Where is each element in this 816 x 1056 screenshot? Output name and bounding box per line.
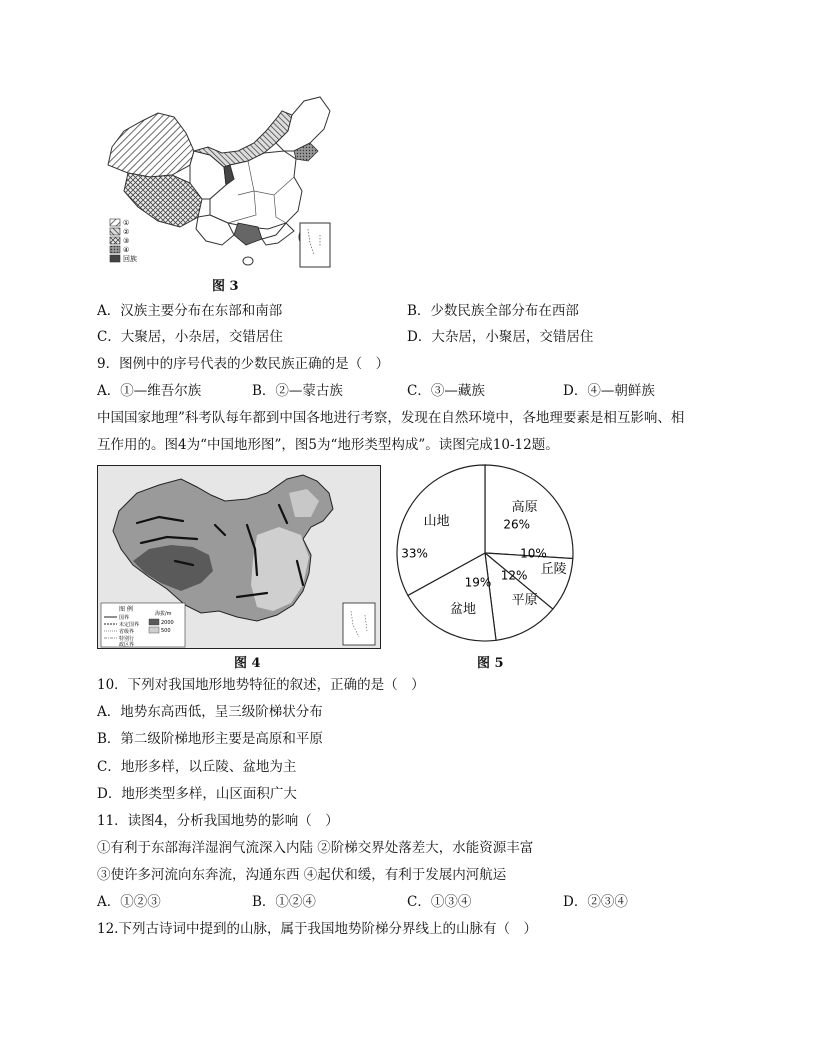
q11-statement-2: ③使许多河流向东奔流，沟通东西 ④起伏和缓，有利于发展内河航运: [97, 867, 507, 883]
q9-option-d: D．④—朝鲜族: [563, 383, 655, 399]
pie-value-label: 10%: [520, 546, 547, 561]
legend-item-3: 省级界: [119, 629, 135, 635]
figure-5-pie-chart: [390, 463, 580, 643]
intro-line-1: 中国国家地理”科考队每年都到中国各地进行考察，发现在自然环境中，各地理要素是相互影响、相: [97, 410, 685, 426]
legend-hui: 回族: [123, 255, 137, 263]
pie-category-label: 平原: [511, 593, 538, 609]
legend-title: 图 例: [119, 606, 133, 613]
legend-item-1: 国界: [119, 615, 130, 621]
legend-1: ①: [123, 219, 130, 227]
legend-item-5: 政区界: [119, 642, 135, 648]
q9-option-a: A．①—维吾尔族: [97, 383, 202, 399]
figure-3-map: [98, 95, 338, 273]
figure-4: [97, 465, 381, 649]
pie-value-label: 26%: [503, 517, 531, 532]
pie-category-label: 高原: [511, 499, 538, 515]
q10-option-b: B．第二级阶梯地形主要是高原和平原: [97, 731, 323, 747]
q11-option-c: C．①③④: [407, 894, 472, 910]
q9-option-c: C．③—藏族: [407, 383, 485, 399]
elevation-label: 海拔/m: [155, 611, 172, 617]
q8-option-b: B．少数民族全部分布在西部: [407, 303, 579, 319]
legend-3: ③: [123, 237, 130, 245]
figure-5-caption: 图 5: [477, 656, 504, 671]
figure-3-legend: [110, 219, 137, 263]
q10-stem: 10．下列对我国地形地势特征的叙述，正确的是（ ）: [97, 677, 425, 693]
q8-option-a: A．汉族主要分布在东部和南部: [97, 303, 283, 319]
q9-option-b: B．②—蒙古族: [252, 383, 343, 399]
region-1-xinjiang: [108, 113, 194, 177]
figure-4-map: [97, 465, 381, 649]
pie-value-label: 12%: [500, 568, 528, 583]
elevation-500: 500: [161, 628, 171, 634]
figure-5: [390, 463, 580, 643]
pie-value-label: 33%: [401, 546, 428, 561]
figure-3: [98, 95, 338, 273]
figure-3-caption: 图 3: [212, 279, 239, 294]
q10-option-c: C．地形多样，以丘陵、盆地为主: [97, 759, 297, 775]
pie-category-label: 盆地: [449, 601, 477, 617]
pie-category-label: 丘陵: [540, 562, 567, 578]
legend-4: ④: [123, 246, 130, 254]
legend-item-4: 特别行: [119, 636, 135, 642]
q11-option-b: B．①②④: [252, 894, 316, 910]
q8-option-d: D．大杂居，小聚居，交错居住: [407, 329, 594, 345]
legend-2: ②: [123, 228, 130, 236]
q10-option-a: A．地势东高西低，呈三级阶梯状分布: [97, 704, 323, 720]
figure-4-caption: 图 4: [234, 656, 261, 671]
south-china-sea-inset: [300, 223, 330, 267]
q9-stem: 9．图例中的序号代表的少数民族正确的是（ ）: [97, 356, 390, 372]
q11-option-d: D．②③④: [563, 894, 628, 910]
figure-4-legend: [101, 603, 185, 648]
q8-option-c: C．大聚居，小杂居，交错居住: [97, 329, 283, 345]
q11-statement-1: ①有利于东部海洋湿润气流深入内陆 ②阶梯交界处落差大，水能资源丰富: [97, 840, 534, 856]
q11-stem: 11．读图4，分析我国地势的影响（ ）: [97, 813, 339, 829]
pie-category-label: 山地: [423, 513, 450, 529]
legend-item-2: 未定国界: [119, 622, 140, 628]
pie-value-label: 19%: [464, 575, 492, 590]
q10-option-d: D．地形类型多样，山区面积广大: [97, 786, 297, 802]
region-hainan: [243, 257, 253, 265]
q12-stem: 12.下列古诗词中提到的山脉，属于我国地势阶梯分界线上的山脉有（ ）: [97, 921, 537, 937]
q11-option-a: A．①②③: [97, 894, 161, 910]
intro-line-2: 互作用的。图4为“中国地形图”，图5为“地形类型构成”。读图完成10-12题。: [97, 437, 559, 453]
elevation-2000: 2000: [161, 620, 174, 626]
